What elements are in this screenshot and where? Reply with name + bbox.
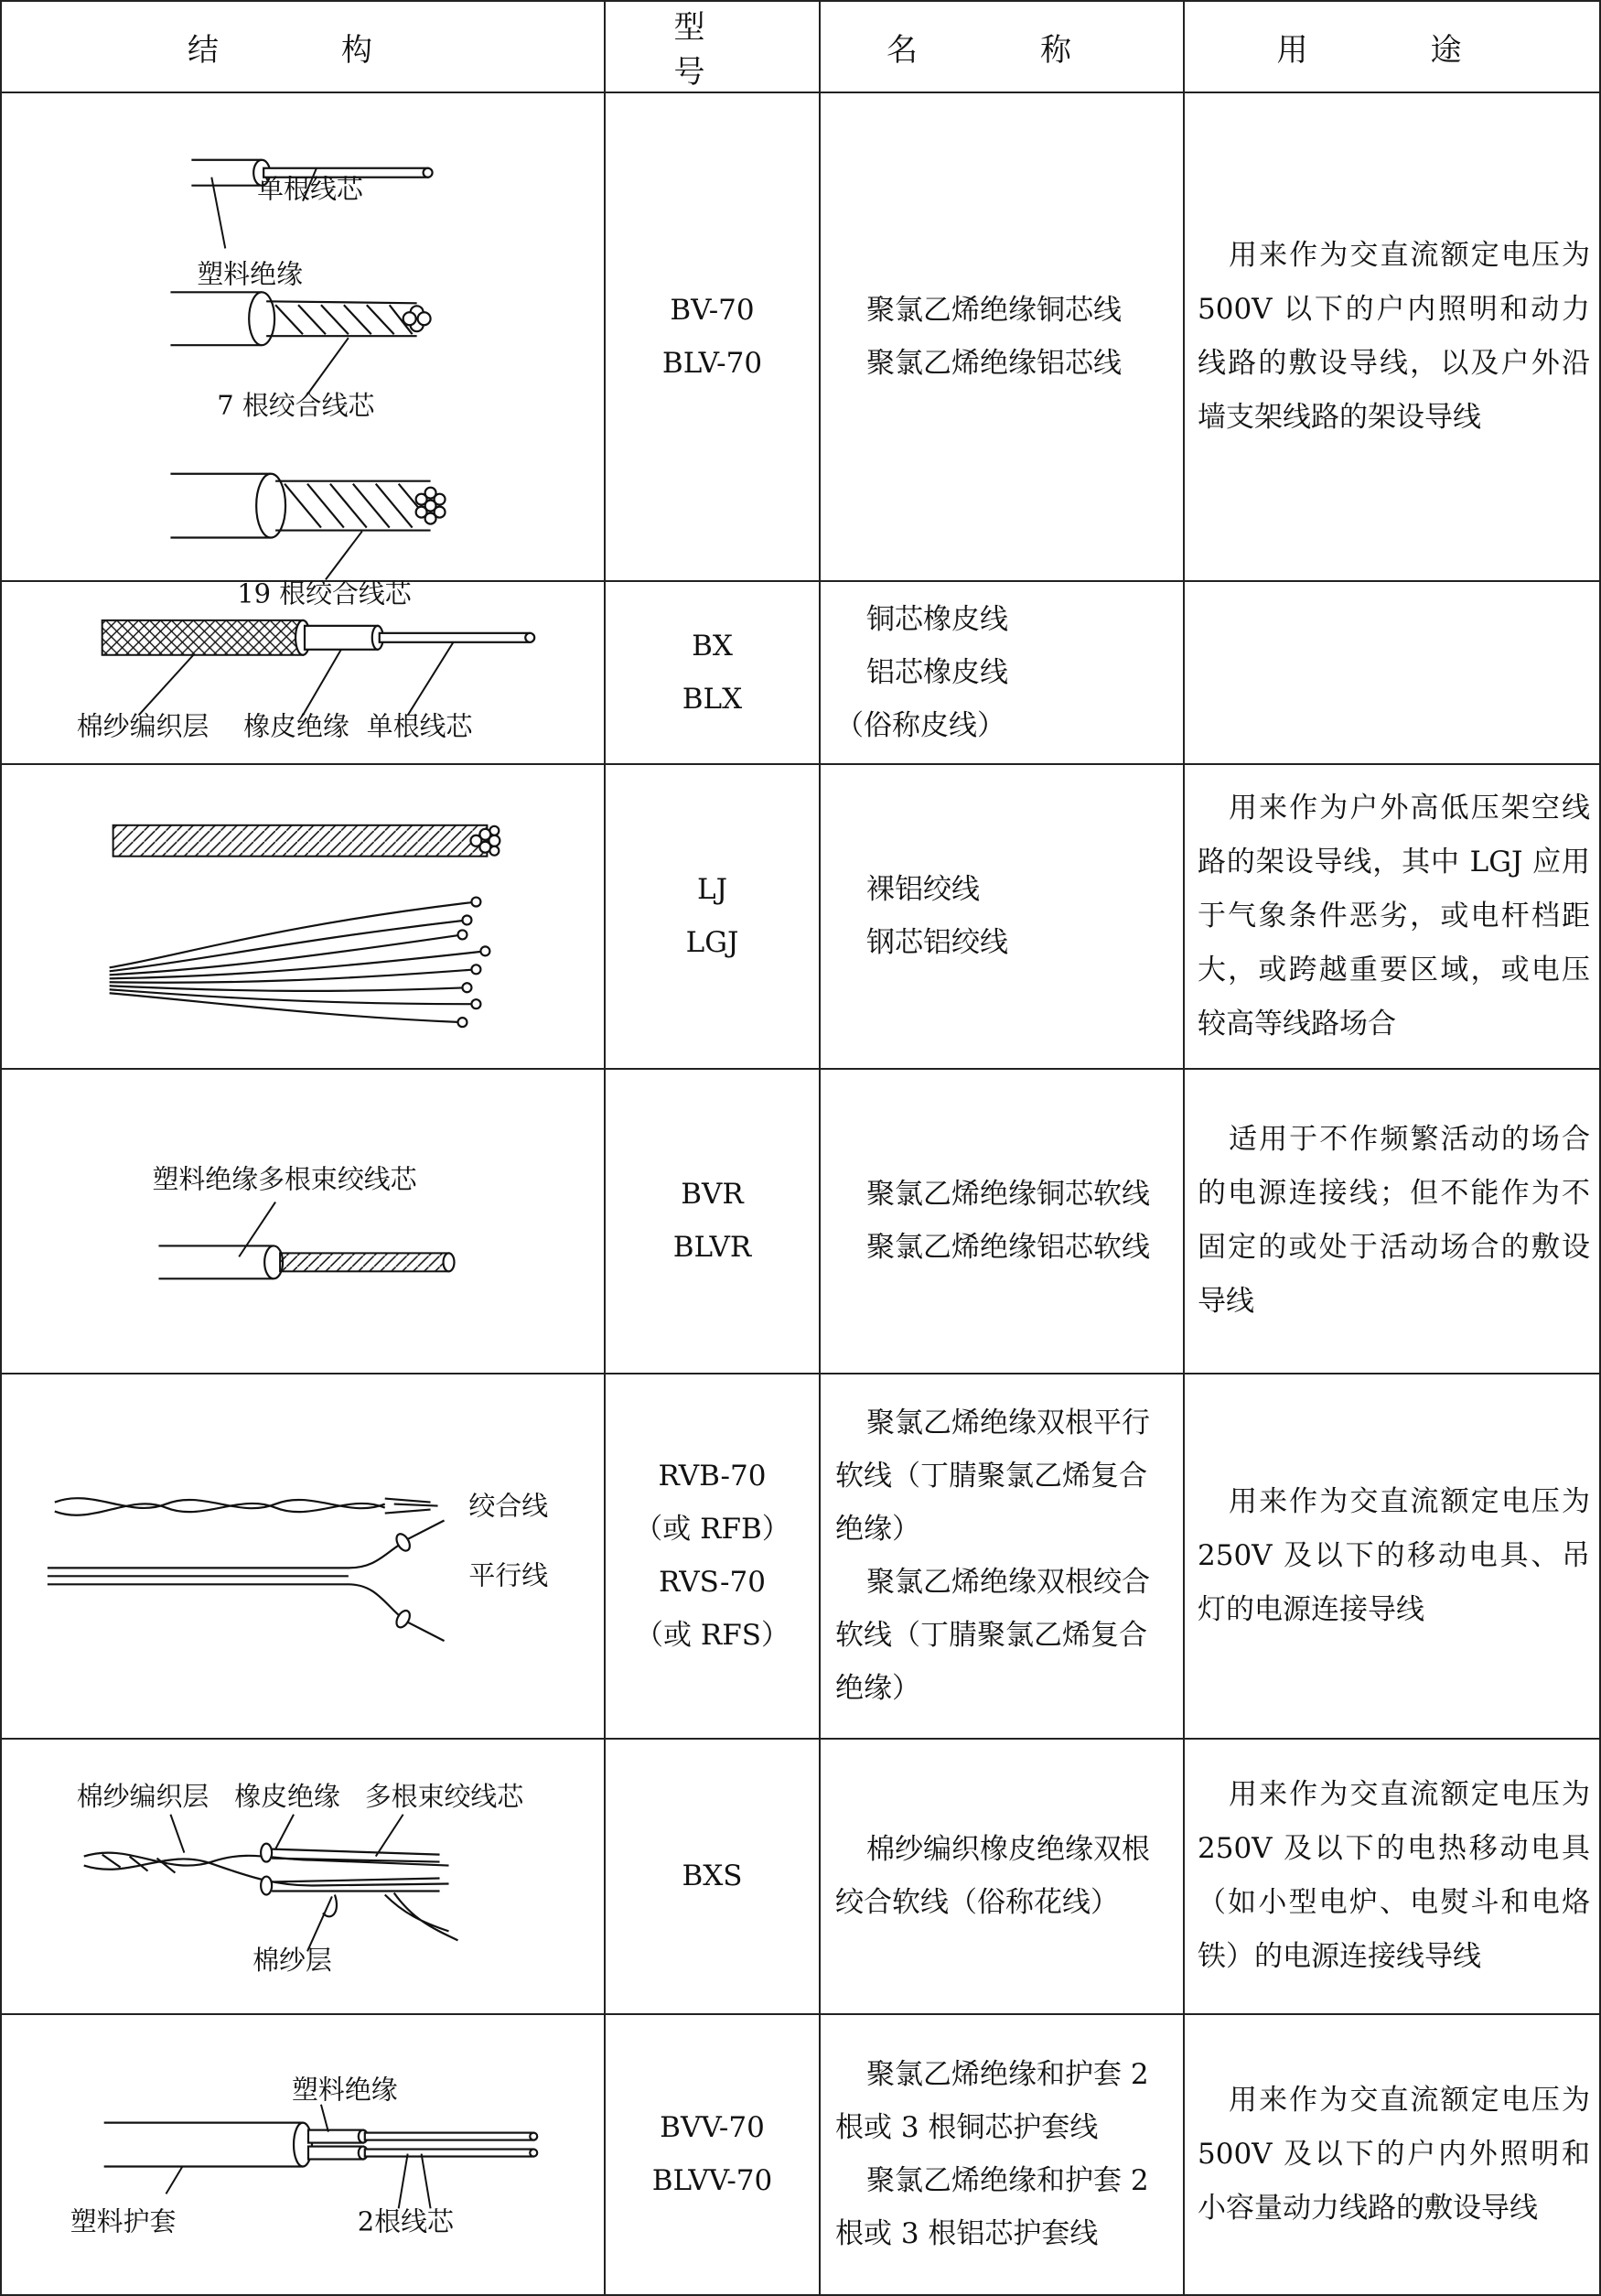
model-cell: [605, 2014, 820, 2295]
table-row: [1, 1374, 1600, 1739]
label-cotton-braid: 棉纱编织层: [76, 1780, 210, 1812]
name-cell: [820, 92, 1184, 581]
bvr-wire-diagram: [2, 1070, 604, 1373]
name-line: 聚氯乙烯绝缘铜芯线: [866, 294, 1122, 328]
label-stranded-core: 多根束绞线芯: [364, 1780, 524, 1812]
name-cell: [820, 2014, 1184, 2295]
table-header-row: [1, 1, 1600, 92]
model-cell: [605, 764, 820, 1069]
model-line: BLVR: [672, 1231, 752, 1265]
label-rubber-insulation: 橡皮绝缘: [243, 710, 349, 742]
header-structure: 结 构: [1, 1, 605, 92]
usage-text: 适用于不作频繁活动的场合的电源连接线；但不能作为不固定的或处于活动场合的敷设导线: [1198, 1123, 1590, 1319]
usage-text: 用来作为交直流额定电压为 250V 及以下的电热移动电具（如小型电炉、电熨斗和电烙铁）的电源连接线导线: [1198, 1778, 1590, 1974]
usage-cell: [1184, 764, 1600, 1069]
label-cotton-braid: 棉纱编织层: [76, 710, 210, 742]
structure-cell: [1, 92, 605, 609]
name-paragraph: 棉纱编织橡皮绝缘双根绞合软线（俗称花线）: [835, 1833, 1150, 1920]
usage-cell: [1184, 581, 1600, 763]
structure-cell: [1, 1069, 605, 1374]
name-line: 聚氯乙烯绝缘铜芯软线: [866, 1178, 1150, 1212]
name-line: 裸铝绞线: [866, 873, 980, 907]
model-line: BX: [692, 630, 733, 663]
lj-wire-diagram: [2, 765, 604, 1068]
model-cell: [605, 581, 820, 763]
label-cotton-layer: 棉纱层: [253, 1944, 332, 1976]
usage-cell: [1184, 1374, 1600, 1739]
rvb-rvs-wire-diagram: [2, 1374, 604, 1738]
name-paragraph: 聚氯乙烯绝缘和护套 2 根或 3 根铝芯护套线: [835, 2164, 1149, 2251]
structure-cell: [1, 2014, 605, 2295]
table-row: [1, 1739, 1600, 2014]
bxs-wire-diagram: [2, 1740, 604, 2013]
label-single-core: 单根线芯: [257, 173, 363, 205]
label-plastic-sheath: 塑料护套: [70, 2204, 177, 2237]
label-plastic-insulation: 塑料绝缘: [292, 2074, 398, 2106]
bvv-wire-diagram: [2, 2015, 604, 2294]
model-line: BLV-70: [661, 347, 763, 381]
model-cell: [605, 1374, 820, 1739]
usage-text: 用来作为交直流额定电压为 500V 及以下的户内外照明和小容量动力线路的敷设导线: [1198, 2083, 1590, 2225]
model-line: （或 RFB）: [634, 1513, 790, 1547]
usage-cell: [1184, 1069, 1600, 1374]
structure-cell: [1, 1374, 605, 1739]
label-two-cores: 2根线芯: [357, 2204, 454, 2237]
model-line: BV-70: [670, 294, 755, 328]
model-line: BVV-70: [660, 2111, 765, 2145]
label-7-strand-core: 7 根绞合线芯: [217, 389, 375, 421]
model-line: RVB-70: [658, 1460, 767, 1493]
name-paragraph: 聚氯乙烯绝缘和护套 2 根或 3 根铜芯护套线: [835, 2058, 1149, 2145]
table-row: [1, 2014, 1600, 2295]
model-line: RVS-70: [659, 1566, 766, 1600]
name-cell: [820, 1069, 1184, 1374]
name-line: 钢芯铝绞线: [866, 926, 1008, 960]
model-cell: [605, 1069, 820, 1374]
model-line: LJ: [696, 873, 727, 907]
model-cell: [605, 1739, 820, 2014]
table-row: [1, 764, 1600, 1069]
usage-cell: [1184, 1739, 1600, 2014]
table-row: [1, 92, 1600, 581]
model-line: BXS: [682, 1859, 743, 1893]
model-line: （或 RFS）: [635, 1619, 790, 1653]
name-line: 铜芯橡皮线: [866, 603, 1008, 637]
name-cell: [820, 1739, 1184, 2014]
usage-cell: [1184, 92, 1600, 581]
header-usage: 用 途: [1184, 1, 1600, 92]
name-line: 铝芯橡皮线: [866, 656, 1008, 690]
name-line: （俗称皮线）: [835, 709, 1005, 743]
name-line: 聚氯乙烯绝缘铝芯软线: [866, 1231, 1150, 1265]
label-parallel-wire: 平行线: [468, 1559, 549, 1591]
name-line: 聚氯乙烯绝缘铝芯线: [866, 347, 1122, 381]
header-name: 名 称: [820, 1, 1184, 92]
model-line: LGJ: [685, 926, 739, 960]
label-single-core: 单根线芯: [366, 710, 473, 742]
label-stranded-core: 塑料绝缘多根束绞线芯: [152, 1163, 417, 1195]
model-line: BLVV-70: [651, 2164, 773, 2198]
usage-text: 用来作为交直流额定电压为 500V 以下的户内照明和动力线路的敷设导线，以及户外沿墙支架线路的架设导线: [1198, 239, 1590, 435]
structure-cell: [1, 764, 605, 1069]
name-cell: [820, 764, 1184, 1069]
usage-text: 用来作为交直流额定电压为 250V 及以下的移动电具、吊灯的电源连接导线: [1198, 1484, 1590, 1626]
model-cell: [605, 92, 820, 581]
label-19-strand-core: 19 根绞合线芯: [237, 577, 412, 609]
header-model: 型 号: [605, 1, 820, 92]
structure-cell: [1, 1739, 605, 2014]
name-paragraph: 聚氯乙烯绝缘双根平行软线（丁腈聚氯乙烯复合绝缘）: [835, 1407, 1150, 1547]
bv-wire-diagram: [2, 93, 604, 609]
name-cell: [820, 581, 1184, 763]
model-line: BVR: [681, 1178, 744, 1212]
name-cell: [820, 1374, 1184, 1739]
bx-wire-diagram: [2, 582, 604, 762]
label-twisted-wire: 绞合线: [468, 1490, 549, 1522]
label-plastic-insulation: 塑料绝缘: [197, 258, 303, 290]
usage-cell: [1184, 2014, 1600, 2295]
usage-text: 用来作为户外高低压架空线路的架设导线，其中 LGJ 应用于气象条件恶劣，或电杆档距大，或跨越重要区域，或电压较高等线路场合: [1198, 791, 1590, 1040]
model-line: BLX: [682, 683, 743, 717]
name-paragraph: 聚氯乙烯绝缘双根绞合软线（丁腈聚氯乙烯复合绝缘）: [835, 1566, 1150, 1706]
label-rubber-insulation: 橡皮绝缘: [234, 1780, 340, 1812]
table-row: [1, 1069, 1600, 1374]
